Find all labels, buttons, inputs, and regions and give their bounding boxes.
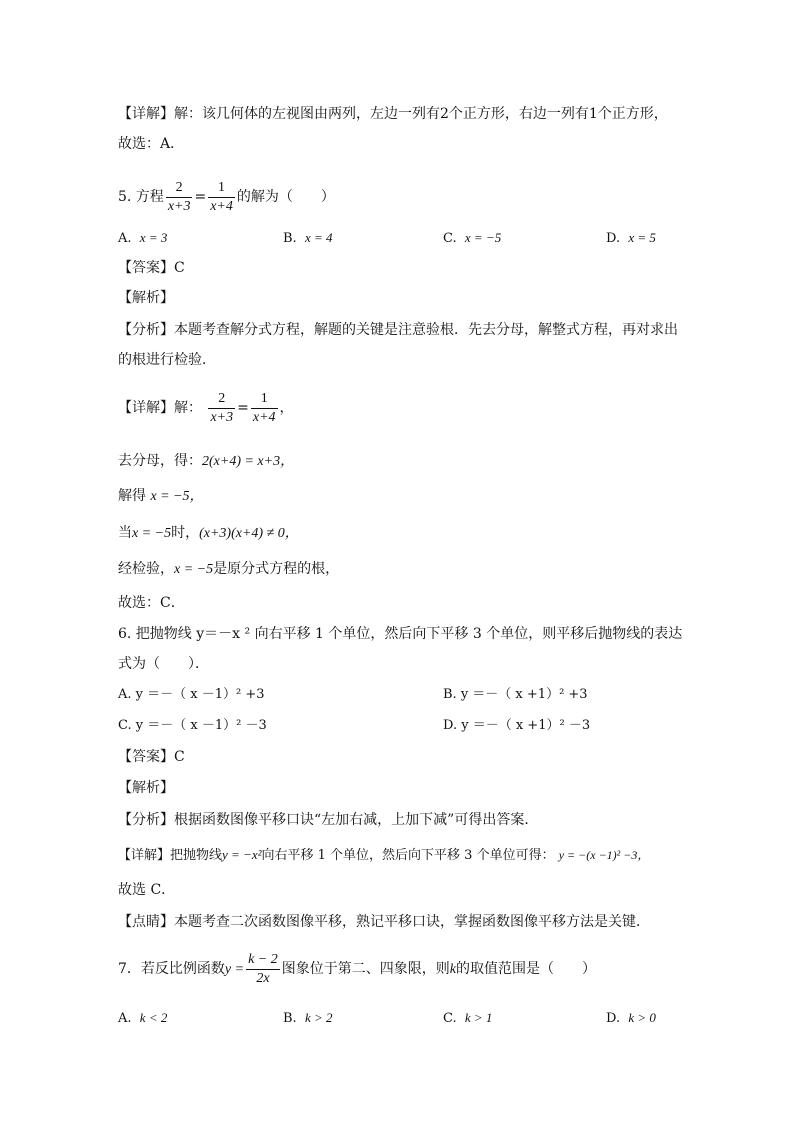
q5-suffix: 的解为（ ） [236,189,335,205]
q5-option-d-expr: x = 5 [628,230,656,245]
q5-frac-right-num: 1 [208,179,235,198]
q4-detail: 【详解】解：该几何体的左视图由两列，左边一列有2个正方形，右边一列有1个正方形， [118,106,668,122]
q7-frac [246,951,280,988]
q5-step4-expr: x = −5 [174,562,214,577]
q6-option-d [443,716,590,736]
q6-option-d-expr: y ＝－（ x +1）² －3 [461,718,591,733]
q6-option-c-label: C. [118,718,132,733]
q6-option-b [443,685,588,705]
q5-option-c-label: C. [443,231,457,246]
q7-option-a-label: A. [118,1011,132,1026]
q7-lhs: y = [224,962,245,977]
q6-option-c [118,716,267,736]
q6-answer: 【答案】C [118,749,185,765]
q7-option-d-expr: k > 0 [628,1010,656,1025]
q7-mid: 图象位于第二、四象限，则 [281,961,450,977]
q5-step3-mid: 时， [171,525,200,541]
q5-eq: = [194,189,207,205]
q5-option-d [606,228,656,249]
q5-option-c-expr: x = −5 [464,230,502,245]
q5-option-c [443,228,501,249]
q6-detail-expr2: y = −(x −1)² −3， [558,848,650,862]
q5-choose: 故选：C． [118,595,185,611]
q5-step3-expr1: x = −5 [132,526,172,541]
q5-step2-expr: x = −5， [150,489,204,504]
q5-option-d-label: D. [606,231,621,246]
q5-detail-prefix: 【详解】解： [118,400,202,416]
q5-frac-left-den: x+3 [167,198,191,214]
q6-analysis: 【分析】根据函数图像平移口诀“左加右减，上加下减”可得出答案． [118,812,539,828]
q6-stem-1: 6. 把抛物线 y＝－x ² 向右平移 1 个单位，然后向下平移 3 个单位，则平移后抛物线的表达 [118,626,683,642]
q5-step3 [118,523,299,544]
q6-option-c-expr: y ＝－（ x －1）² －3 [135,718,267,733]
q5-step4 [118,559,339,580]
q7-option-c [443,1008,492,1029]
q5-detail-frac-left [208,390,235,427]
q6-comment: 【点睛】本题考查二次函数图像平移，熟记平移口诀，掌握函数图像平移方法是关键． [118,914,650,930]
q6-jiexi: 【解析】 [118,780,174,796]
q5-detail-frac-right-num: 1 [251,390,278,409]
q6-option-b-expr: y ＝－（ x +1）² +3 [460,687,588,702]
q7-option-b [283,1008,333,1029]
q5-analysis-1: 【分析】本题考查解分式方程，解题的关键是注意验根．先去分母，解整式方程，再对求出 [118,322,678,338]
q5-frac-right-den: x+4 [210,198,233,214]
q5-frac-right [208,179,235,216]
q5-option-b [283,228,333,249]
q5-detail-frac-left-num: 2 [208,390,235,409]
q5-stem [118,178,335,216]
q5-detail-frac-left-den: x+3 [210,409,234,425]
q5-analysis-2: 的根进行检验． [118,352,216,368]
q6-choose: 故选 C． [118,882,176,898]
q7-option-a-expr: k < 2 [139,1010,168,1025]
q5-step4-text: 经检验， [118,561,174,577]
q7-var: k [449,962,456,977]
q6-option-a [118,685,265,705]
q6-option-b-label: B. [443,687,457,702]
q6-stem-2: 式为（ ）． [118,656,209,672]
q6-detail [118,845,649,866]
q7-suffix: 的取值范围是（ ） [455,961,596,977]
q5-frac-left-num: 2 [166,179,193,198]
q5-option-b-label: B. [283,231,297,246]
q5-option-a-label: A. [118,231,132,246]
q5-detail-eq: = [237,400,249,416]
q7-option-c-label: C. [443,1011,457,1026]
q5-jiexi: 【解析】 [118,290,174,306]
q4-choose: 故选：A． [118,136,185,152]
q5-detail-frac-right-den: x+4 [252,409,276,425]
q6-detail-mid: 向右平移 1 个单位，然后向下平移 3 个单位可得： [261,848,555,863]
q5-option-a [118,228,167,249]
q6-option-a-expr: y ＝－（ x －1）² +3 [135,687,265,702]
q7-prefix: 7．若反比例函数 [118,961,225,977]
q7-option-a [118,1008,167,1029]
q5-prefix: 5. 方程 [118,189,164,205]
q5-answer: 【答案】C [118,260,185,276]
q5-step1-expr: 2(x+4) = x+3， [202,454,295,469]
q5-step1 [118,451,294,472]
q7-frac-num: k − 2 [246,951,280,970]
q5-detail-suffix: ， [279,400,294,416]
q6-option-a-label: A. [118,687,132,702]
q7-stem [118,949,596,990]
q7-frac-den: 2x [256,970,270,986]
q5-step3-text: 当 [118,525,132,541]
q7-option-b-label: B. [283,1011,297,1026]
q5-step2-text: 解得 [118,488,146,504]
q5-option-a-expr: x = 3 [139,230,168,245]
q5-detail-frac-right [251,390,278,427]
q5-step1-text: 去分母，得： [118,453,202,469]
q6-detail-expr1: y = −x² [222,847,262,862]
q5-frac-left [166,179,193,216]
q5-step2 [118,486,204,507]
q5-option-b-expr: x = 4 [304,230,333,245]
q6-option-d-label: D. [443,718,458,733]
q7-option-c-expr: k > 1 [464,1010,493,1025]
q7-option-b-expr: k > 2 [304,1010,333,1025]
q5-detail [118,389,294,427]
q5-step4-suffix: 是原分式方程的根， [213,561,340,577]
q6-detail-prefix: 【详解】把抛物线 [118,848,223,863]
q7-option-d [606,1008,656,1029]
q5-step3-expr2: (x+3)(x+4) ≠ 0， [199,526,299,541]
q7-option-d-label: D. [606,1011,621,1026]
